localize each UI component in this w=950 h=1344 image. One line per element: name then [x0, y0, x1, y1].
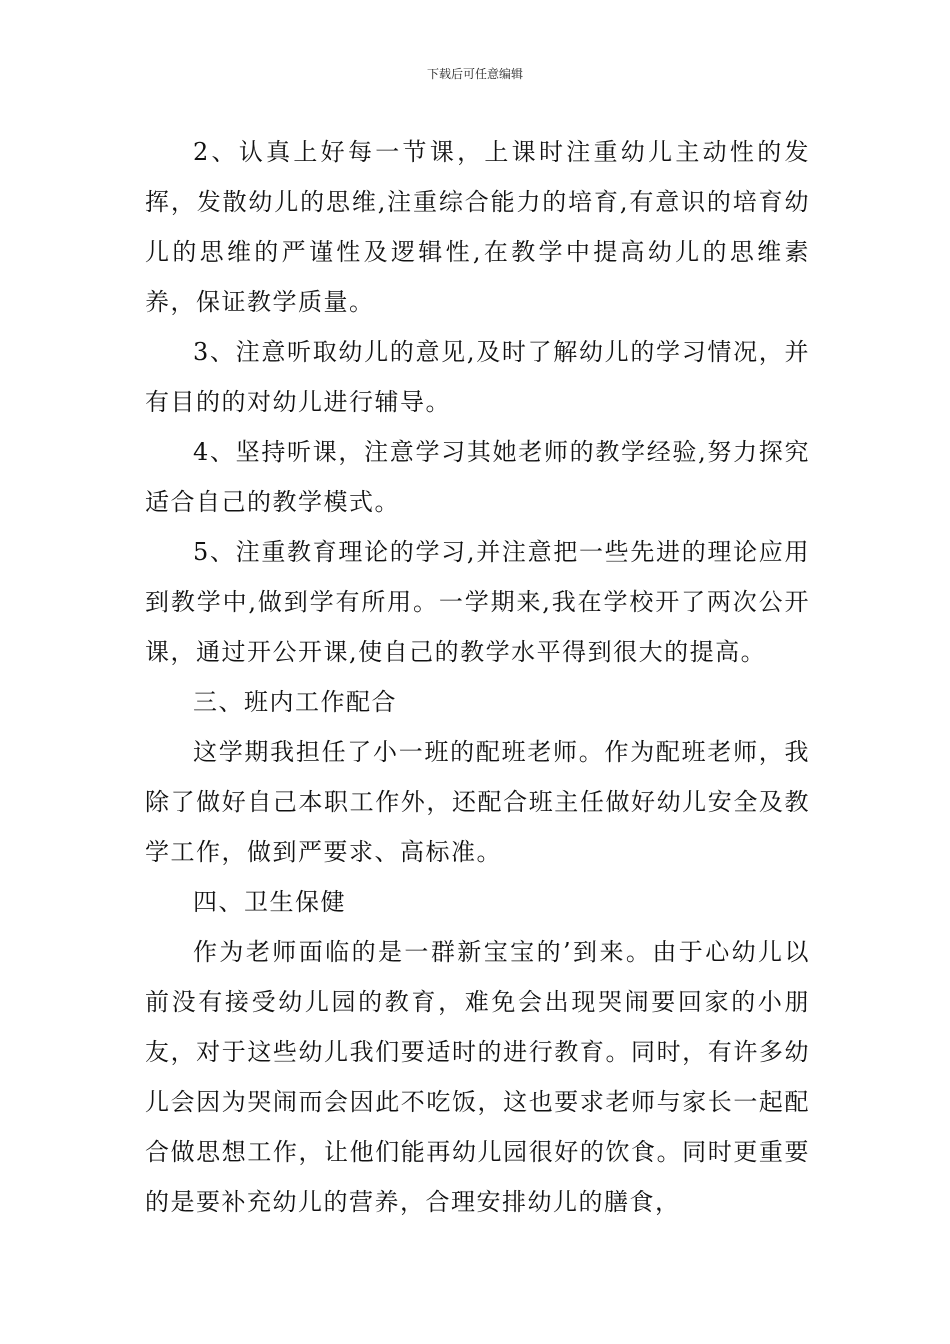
section-heading-health-care: 四、卫生保健 — [193, 888, 346, 916]
paragraph-item-2: 2、认真上好每一节课，上课时注重幼儿主动性的发挥，发散幼儿的思维,注重综合能力的培育,有意识的培育幼儿的思维的严谨性及逻辑性,在教学中提高幼儿的思维素养，保证教学质量。 — [145, 138, 810, 316]
page-header: 下载后可任意编辑 — [426, 67, 523, 81]
paragraph-item-5: 5、注重教育理论的学习,并注意把一些先进的理论应用到教学中,做到学有所用。一学期来,我在学校开了两次公开课，通过开公开课,使自己的教学水平得到很大的提高。 — [145, 538, 810, 666]
document-body — [145, 127, 810, 1227]
section-heading-class-cooperation: 三、班内工作配合 — [193, 688, 397, 716]
paragraph-item-4: 4、坚持听课，注意学习其她老师的教学经验,努力探究适合自己的教学模式。 — [145, 438, 810, 516]
paragraph-health-care: 作为老师面临的是一群新宝宝的’到来。由于心幼儿以前没有接受幼儿园的教育，难免会出现哭闹要回家的小朋友，对于这些幼儿我们要适时的进行教育。同时，有许多幼儿会因为哭闹而会因此不吃饭，这也要求老师与家长一起配合做思想工作，让他们能再幼儿园很好的饮食。同时更重要的是要补充幼儿的营养，合理安排幼儿的膳食， — [145, 938, 810, 1216]
paragraph-item-3: 3、注意听取幼儿的意见,及时了解幼儿的学习情况，并有目的的对幼儿进行辅导。 — [145, 338, 810, 416]
paragraph-class-cooperation: 这学期我担任了小一班的配班老师。作为配班老师，我除了做好自己本职工作外，还配合班主任做好幼儿安全及教学工作，做到严要求、高标准。 — [145, 738, 810, 866]
